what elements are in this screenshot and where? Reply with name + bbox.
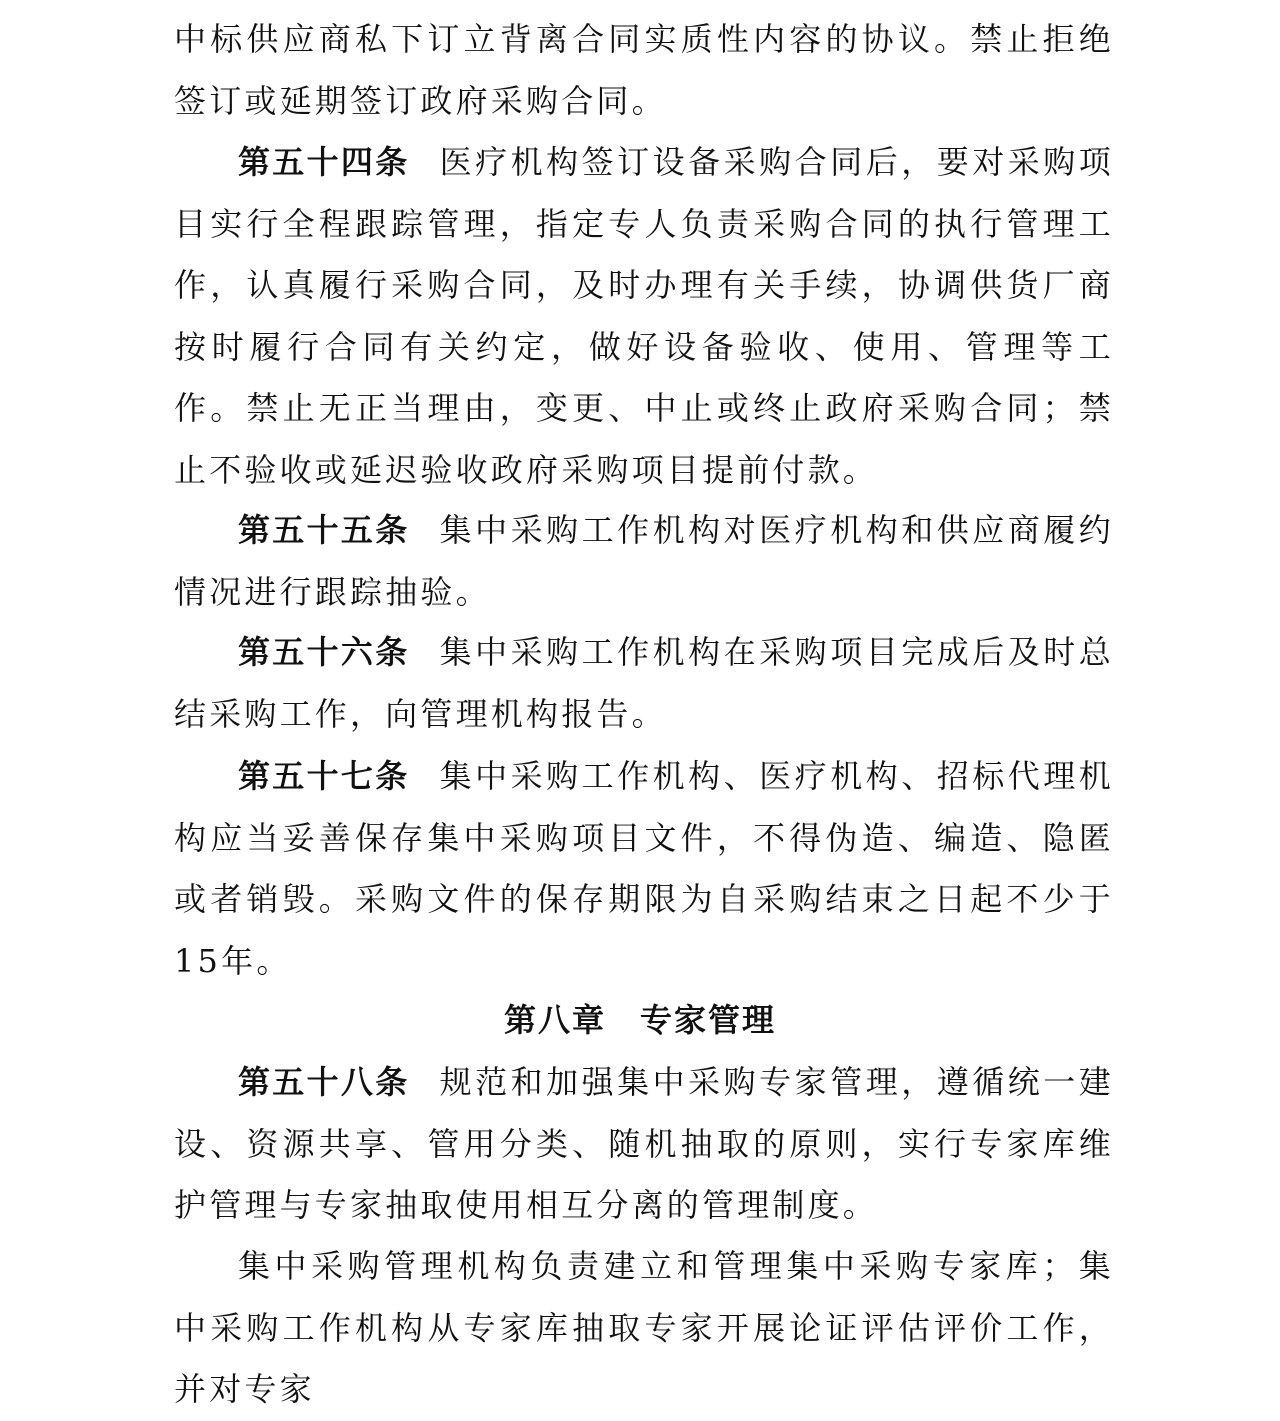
article-label: 第五十八条 (238, 1063, 410, 1101)
article-text: 规范和加强集中采购专家管理，遵循统一建设、资源共享、管用分类、随机抽取的原则，实行专家库维护管理与专家抽取使用相互分离的管理制度。 (174, 1063, 1114, 1225)
article-text: 集中采购工作机构在采购项目完成后及时总结采购工作，向管理机构报告。 (174, 633, 1114, 733)
article-label: 第五十四条 (238, 143, 410, 181)
article-label: 第五十七条 (238, 757, 410, 795)
article-text: 集中采购工作机构、医疗机构、招标代理机构应当妥善保存集中采购项目文件，不得伪造、编造、隐匿或者销毁。采购文件的保存期限为自采购结束之日起不少于15年。 (174, 757, 1114, 980)
paragraph-text: 集中采购管理机构负责建立和管理集中采购专家库；集中采购工作机构从专家库抽取专家开展论证评估评价工作，并对专家 (174, 1247, 1114, 1409)
article-54 (174, 132, 1114, 502)
chapter-title: 专家管理 (640, 1001, 777, 1039)
article-text: 集中采购工作机构对医疗机构和供应商履约情况进行跟踪抽验。 (174, 511, 1114, 611)
article-label: 第五十六条 (238, 633, 410, 671)
paragraph-text: 中标供应商私下订立背离合同实质性内容的协议。禁止拒绝签订或延期签订政府采购合同。 (174, 20, 1114, 120)
paragraph-continuation (174, 9, 1114, 132)
article-label: 第五十五条 (238, 511, 410, 549)
paragraph-expert-library (174, 1236, 1114, 1421)
article-55 (174, 500, 1114, 623)
article-text: 医疗机构签订设备采购合同后，要对采购项目实行全程跟踪管理，指定专人负责采购合同的执行管理工作，认真履行采购合同，及时办理有关手续，协调供货厂商按时履行合同有关约定，做好设备验收、使用、管理等工作。禁止无正当理由，变更、中止或终止政府采购合同；禁止不验收或延迟验收政府采购项目提前付款。 (174, 143, 1114, 489)
chapter-number: 第八章 (503, 1001, 606, 1039)
article-56 (174, 622, 1114, 745)
article-58 (174, 1052, 1114, 1237)
article-57 (174, 746, 1114, 992)
chapter-heading (0, 992, 1280, 1048)
